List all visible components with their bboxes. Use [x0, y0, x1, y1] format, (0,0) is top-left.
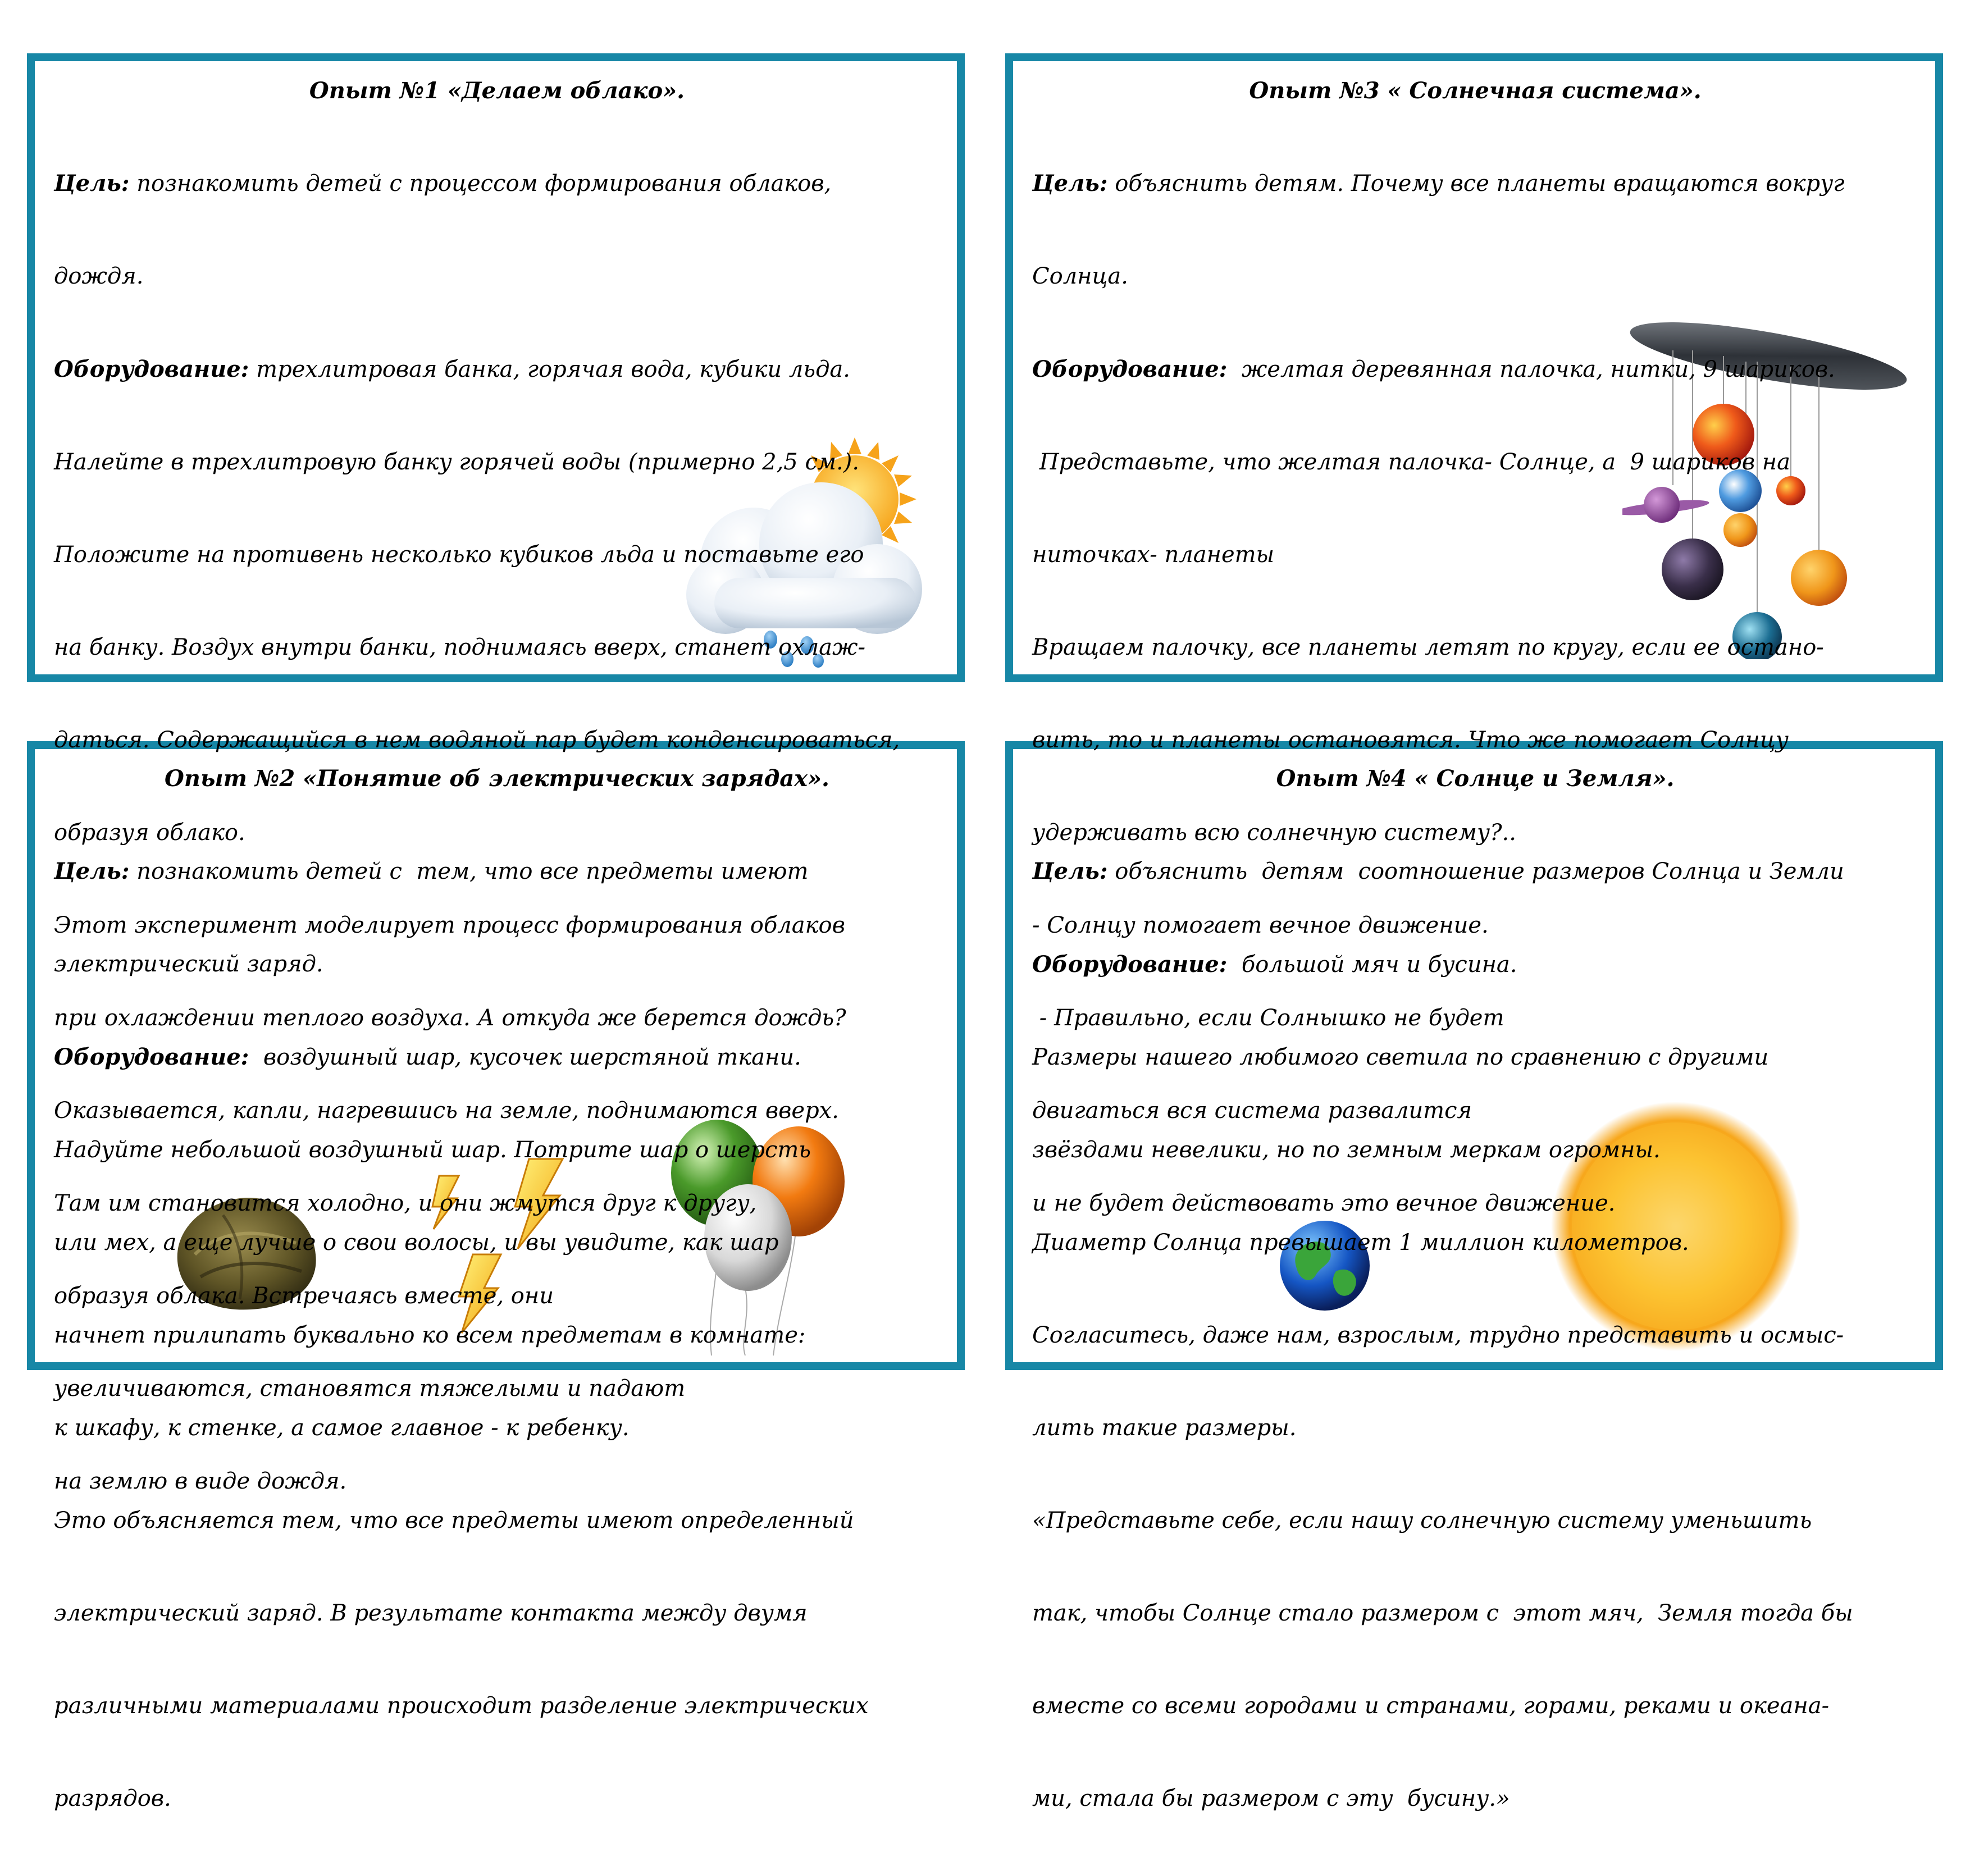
body-line: при охлаждении теплого воздуха. А откуда же берется дождь?: [54, 1005, 846, 1031]
body-line: электрический заряд. В результате контакта между двумя: [54, 1600, 808, 1626]
goal-label: Цель:: [1032, 170, 1108, 197]
body-line: Согласитесь, даже нам, взрослым, трудно представить и осмыс-: [1032, 1322, 1844, 1348]
body-line: на банку. Воздух внутри банки, поднимаясь вверх, станет охлаж-: [54, 635, 865, 660]
body-line: Размеры нашего любимого светила по сравнению с другими: [1032, 1044, 1769, 1070]
body-line: ми, стала бы размером с эту бусину.»: [1032, 1786, 1510, 1811]
body-line: даться. Содержащийся в нем водяной пар будет конденсироваться,: [54, 727, 900, 753]
card-title: Опыт №4 « Солнце и Земля».: [1276, 765, 1675, 792]
body-line: - Правильно, если Солнышко не будет: [1032, 1005, 1504, 1031]
body-line: или мех, а еще лучше о свои волосы, и вы увидите, как шар: [54, 1230, 779, 1256]
body-line: к шкафу, к стенке, а самое главное - к ребенку.: [54, 1415, 630, 1441]
goal-text: объяснить детям соотношение размеров Солнца и Земли: [1107, 859, 1844, 884]
body-line: Положите на противень несколько кубиков льда и поставьте его: [54, 542, 864, 568]
body-line: разрядов.: [54, 1786, 171, 1811]
goal-label: Цель:: [54, 170, 130, 197]
goal-label: Цель:: [54, 858, 130, 884]
body-line: различными материалами происходит разделение электрических: [54, 1693, 869, 1719]
equipment-text: воздушный шар, кусочек шерстяной ткани.: [249, 1044, 801, 1070]
body-line: вить, то и планеты остановятся. Что же помогает Солнцу: [1032, 727, 1789, 753]
card-body: [54, 794, 940, 1876]
equipment-label: Оборудование:: [54, 356, 249, 382]
body-line: образуя облака. Встречаясь вместе, они: [54, 1283, 554, 1309]
body-line: - Солнцу помогает вечное движение.: [1032, 912, 1489, 938]
body-line: Диаметр Солнца превышает 1 миллион километров.: [1032, 1230, 1689, 1256]
body-line: ниточках- планеты: [1032, 542, 1275, 568]
equipment-text: трехлитровая банка, горячая вода, кубики льда.: [249, 357, 850, 382]
body-line: Налейте в трехлитровую банку горячей воды (примерно 2,5 см.).: [54, 449, 860, 475]
goal-label: Цель:: [1032, 858, 1108, 884]
goal-text: познакомить детей с процессом формирования облаков,: [129, 171, 832, 197]
card-title: Опыт №1 «Делаем облако».: [309, 77, 685, 104]
equipment-label: Оборудование:: [1032, 951, 1228, 978]
card-body: [1032, 794, 1918, 1876]
goal-text: объяснить детям. Почему все планеты вращаются вокруг: [1107, 171, 1845, 197]
body-line: звёздами невелики, но по земным меркам огромны.: [1032, 1137, 1661, 1163]
equipment-label: Оборудование:: [1032, 356, 1228, 382]
goal-text-cont: электрический заряд.: [54, 951, 323, 977]
body-line: на землю в виде дождя.: [54, 1468, 347, 1494]
body-line: Этот эксперимент моделирует процесс формирования облаков: [54, 912, 845, 938]
equipment-label: Оборудование:: [54, 1044, 249, 1070]
body-line: Представьте, что желтая палочка- Солнце, а 9 шариков на: [1032, 449, 1790, 475]
body-line: лить такие размеры.: [1032, 1415, 1297, 1441]
body-line: двигаться вся система развалится: [1032, 1098, 1472, 1124]
body-line: удерживать всю солнечную систему?..: [1032, 820, 1516, 846]
body-line: Вращаем палочку, все планеты летят по кругу, если ее остано-: [1032, 635, 1824, 660]
body-line: начнет прилипать буквально ко всем предметам в комнате:: [54, 1322, 806, 1348]
body-line: так, чтобы Солнце стало размером с этот мяч, Земля тогда бы: [1032, 1600, 1853, 1626]
body-line: вместе со всеми городами и странами, горами, реками и океана-: [1032, 1693, 1830, 1719]
body-line: Это объясняется тем, что все предметы имеют определенный: [54, 1508, 854, 1533]
body-line: увеличиваются, становятся тяжелыми и падают: [54, 1376, 686, 1402]
goal-text-cont: дождя.: [54, 263, 144, 289]
body-line: Оказывается, капли, нагревшись на земле, поднимаются вверх.: [54, 1098, 839, 1124]
experiment-card-4: [1005, 741, 1943, 1811]
body-line: Надуйте небольшой воздушный шар. Потрите шар о шерсть: [54, 1137, 811, 1163]
body-line: «Представьте себе, если нашу солнечную систему уменьшить: [1032, 1508, 1812, 1533]
goal-text: познакомить детей с тем, что все предметы имеют: [129, 859, 809, 884]
goal-text-cont: Солнца.: [1032, 263, 1128, 289]
card-title: Опыт №3 « Солнечная система».: [1249, 77, 1702, 104]
body-line: и не будет действовать это вечное движение.: [1032, 1190, 1616, 1216]
equipment-text: желтая деревянная палочка, нитки, 9 шариков.: [1227, 357, 1835, 382]
card-title: Опыт №2 «Понятие об электрических зарядах».: [165, 765, 829, 792]
equipment-text: большой мяч и бусина.: [1227, 952, 1517, 978]
body-line: Там им становится холодно, и они жмутся друг к другу,: [54, 1190, 757, 1216]
body-line: образуя облако.: [54, 820, 245, 846]
